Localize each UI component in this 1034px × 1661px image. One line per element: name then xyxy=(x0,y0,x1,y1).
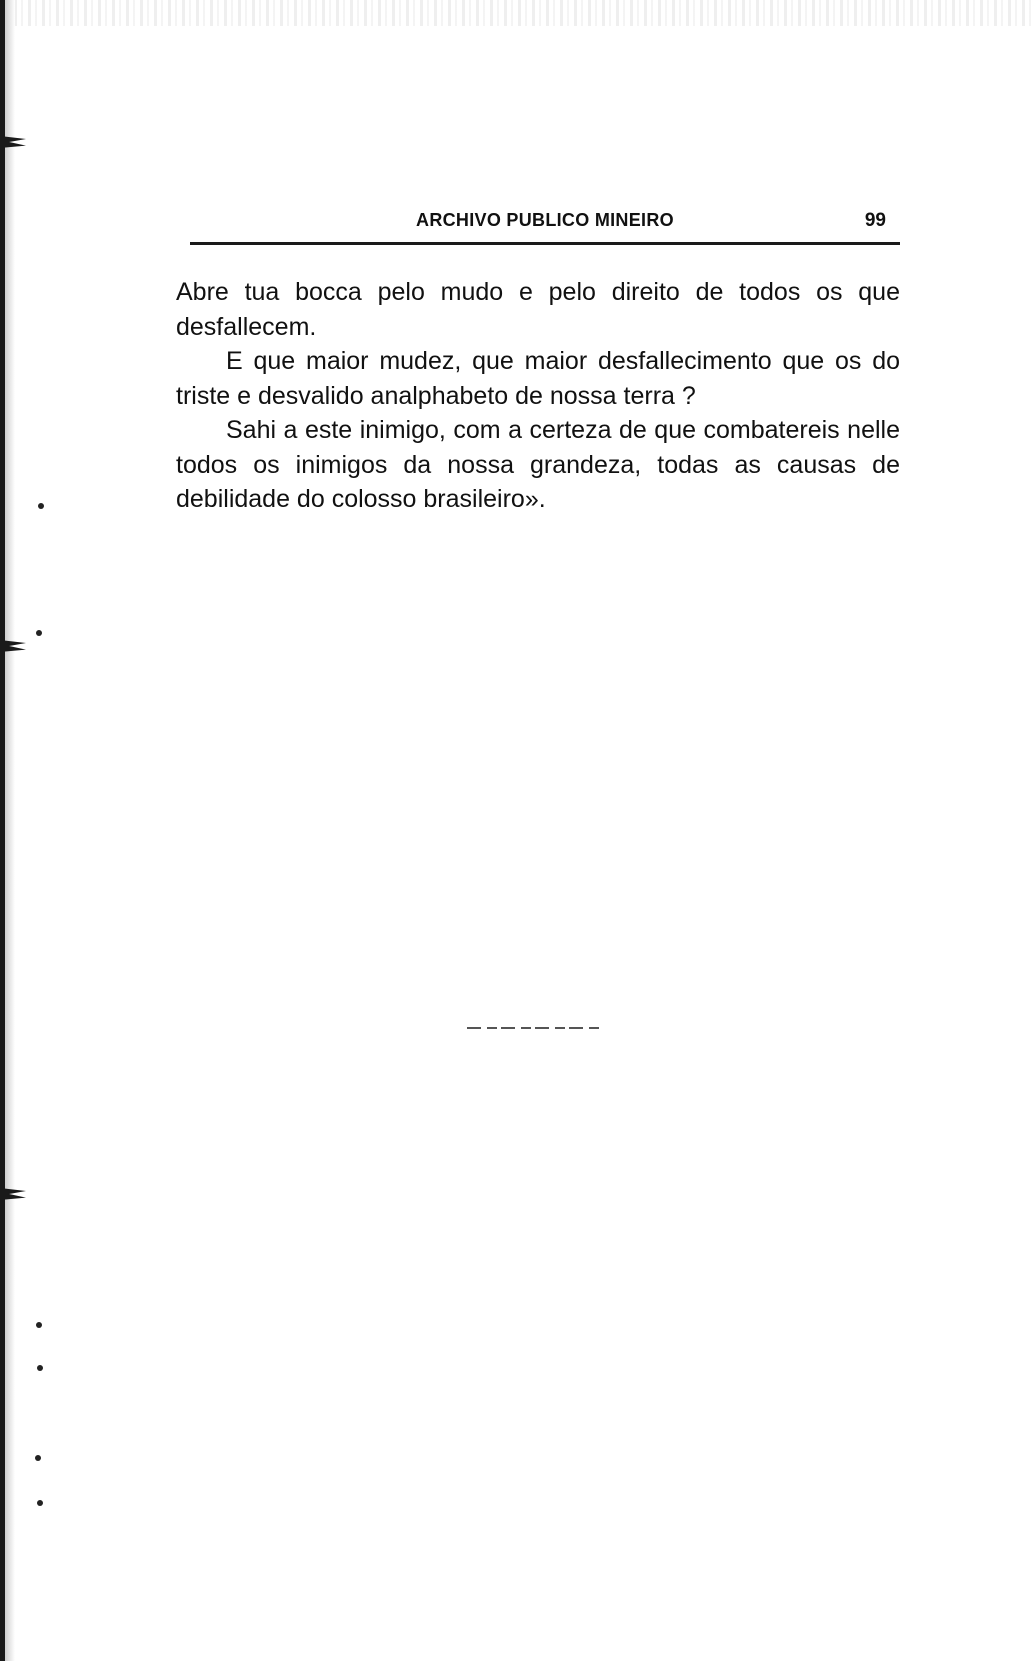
speck xyxy=(35,1455,41,1461)
speck xyxy=(36,1322,42,1328)
speck xyxy=(37,1365,43,1371)
running-head xyxy=(190,210,900,236)
header-rule xyxy=(190,242,900,245)
paragraph: Abre tua bocca pelo mudo e pelo direito de todos os que desfallecem. xyxy=(176,278,900,341)
binding-shadow xyxy=(5,0,15,1661)
page-number: 99 xyxy=(864,210,886,231)
body-text xyxy=(176,275,900,517)
speck xyxy=(36,630,42,636)
running-title: ARCHIVO PUBLICO MINEIRO xyxy=(416,210,674,230)
scan-noise xyxy=(0,0,1034,26)
speck xyxy=(37,1500,43,1506)
speck xyxy=(38,503,44,509)
paragraph: E que maior mudez, que maior desfallecimento que os do triste e desvalido analphabeto de nossa terra ? xyxy=(176,347,900,410)
section-separator xyxy=(467,1027,601,1029)
paragraph: Sahi a este inimigo, com a certeza de que combatereis nelle todos os inimigos da nossa grandeza, todas as causas de debilidade do colosso brasileiro». xyxy=(176,416,900,513)
